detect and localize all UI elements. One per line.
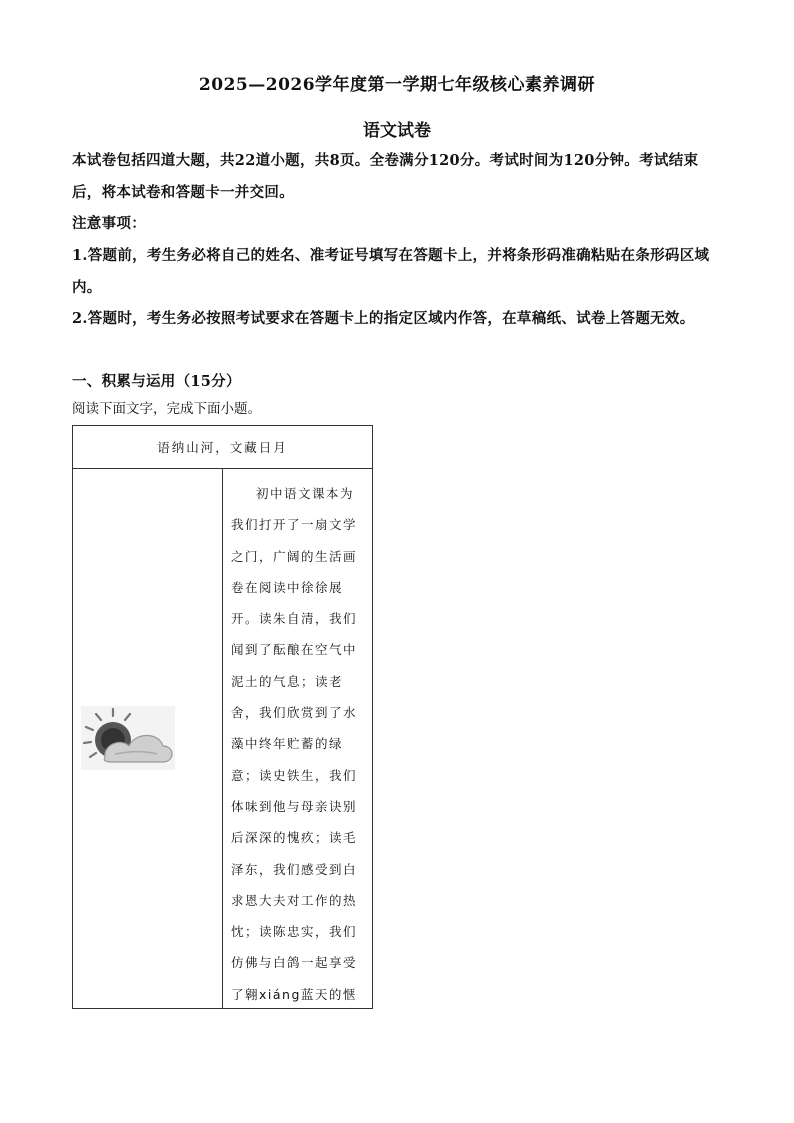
notice-item-2: 2.答题时，考生务必按照考试要求在答题卡上的指定区域内作答，在草稿纸、试卷上答题无效。 xyxy=(72,310,695,327)
notice-item-1: 1.答题前，考生务必将自己的姓名、准考证号填写在答题卡上，并将条形码准确粘贴在条形码区域内。 xyxy=(72,247,710,296)
column-divider xyxy=(222,468,223,1008)
notice-heading: 注意事项： xyxy=(72,215,146,232)
page-title: 2025—2026学年度第一学期七年级核心素养调研 xyxy=(198,75,596,95)
table-header: 语纳山河，文藏日月 xyxy=(73,426,372,469)
section-heading: 一、积累与运用（15分） xyxy=(72,373,241,390)
passage-text: 初中语文课本为我们打开了一扇文学之门，广阔的生活画卷在阅读中徐徐展开。读朱自清，我们闻到了酝酿在空气中泥土的气息；读老舍，我们欣赏到了水藻中终年贮蓄的绿意；读史铁生，我们体味到他与母亲诀别后深深的愧疚；读毛泽东，我们感受到白求恩大夫对工作的热忱；读陈忠实，我们仿佛与白鸽一起享受了翱xiáng蓝天的惬 xyxy=(231,486,358,1002)
material-table xyxy=(72,425,373,1009)
reading-instruction: 阅读下面文字，完成下面小题。 xyxy=(72,401,261,417)
subject-title: 语文试卷 xyxy=(363,121,431,141)
exam-intro: 本试卷包括四道大题，共22道小题，共8页。全卷满分120分。考试时间为120分钟。考试结束后，将本试卷和答题卡一并交回。 xyxy=(72,152,699,201)
sun-behind-cloud-icon xyxy=(81,706,175,770)
